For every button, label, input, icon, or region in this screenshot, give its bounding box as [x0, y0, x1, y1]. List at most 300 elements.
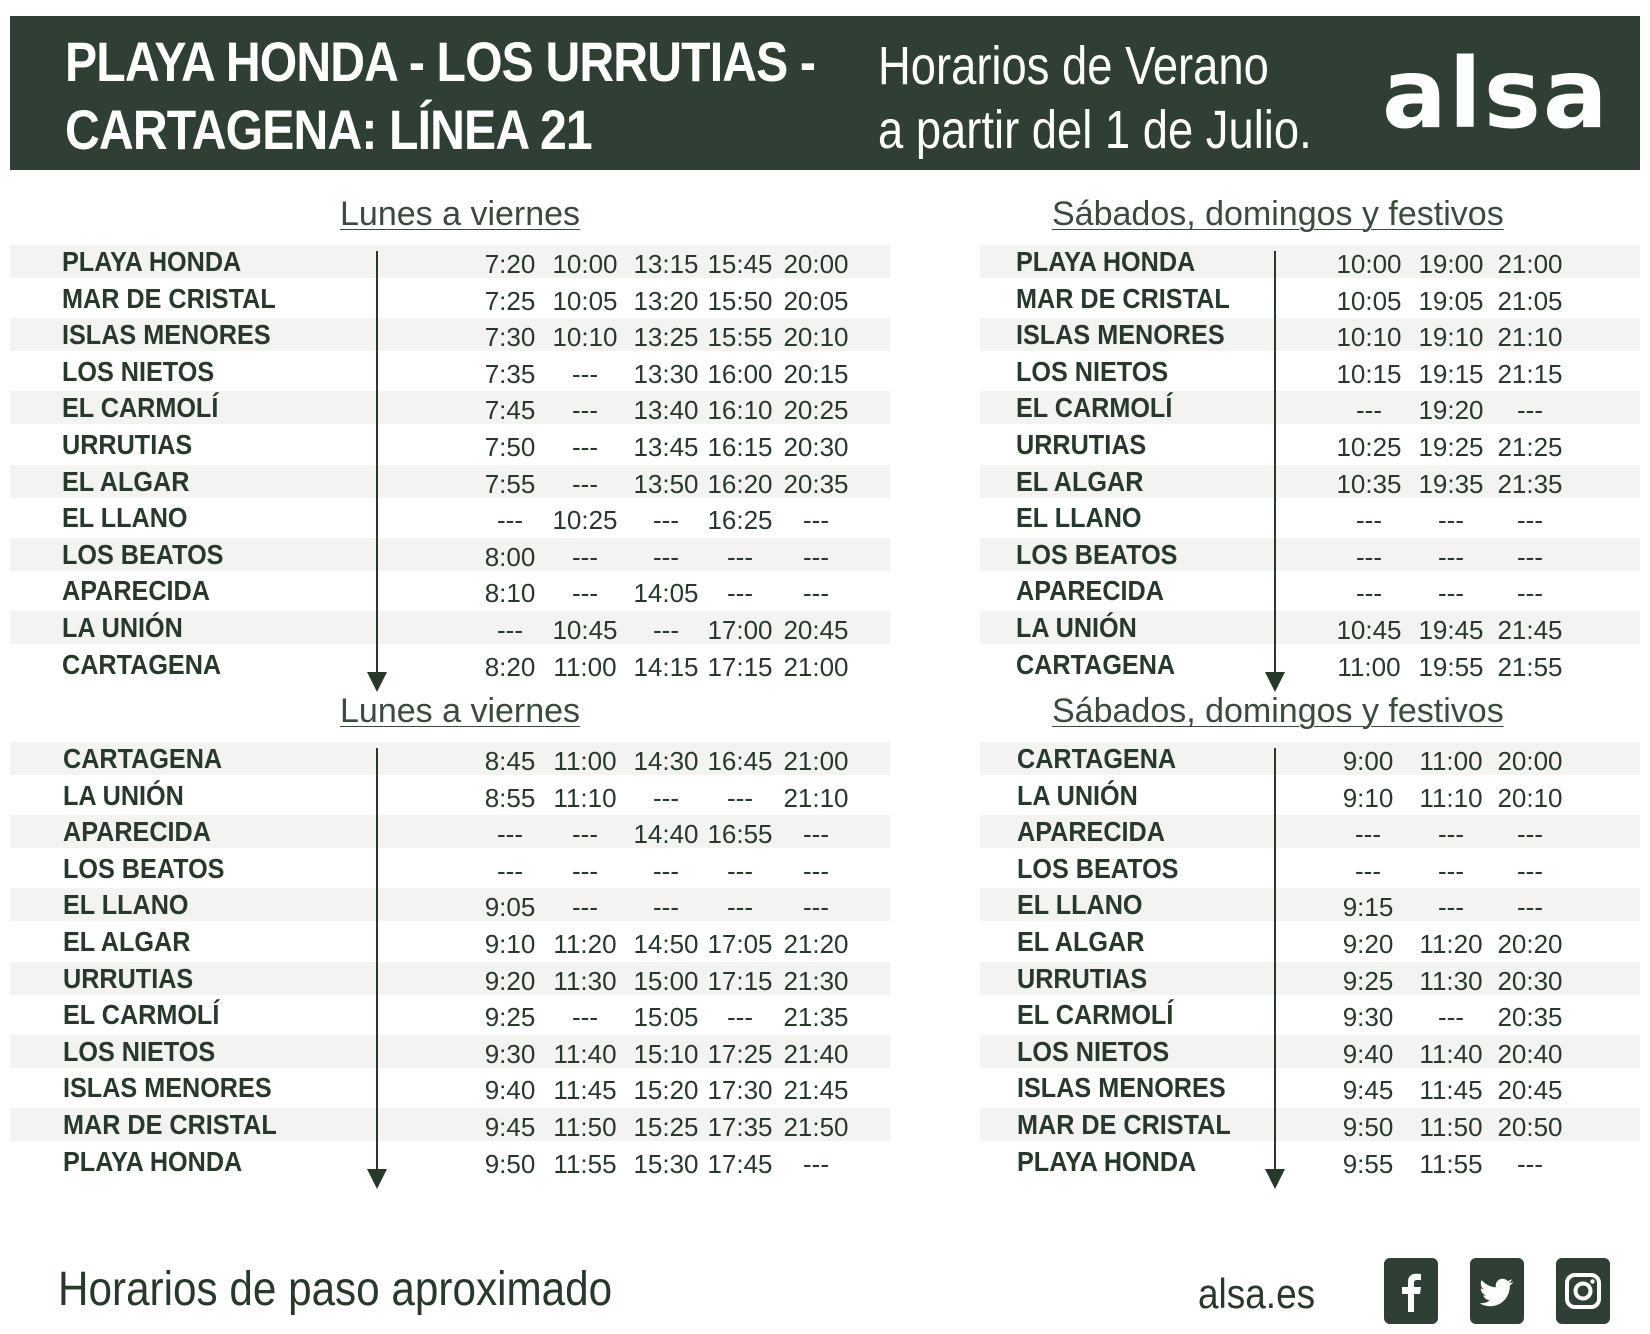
departure-time: --- [1517, 541, 1543, 572]
departure-time: 11:20 [1419, 929, 1483, 959]
direction-arrow-line [376, 748, 378, 1171]
table-row [980, 245, 1640, 278]
table-row [980, 815, 1640, 848]
table-row [980, 574, 1640, 607]
table-row [10, 742, 890, 775]
stop-name: MAR DE CRISTAL [62, 282, 276, 314]
table-row [10, 318, 890, 351]
departure-time: 10:35 [1336, 468, 1402, 499]
departure-time: 8:55 [484, 782, 536, 813]
twitter-button[interactable] [1470, 1258, 1524, 1324]
departure-time: --- [1356, 395, 1382, 426]
departure-time: 10:25 [552, 505, 618, 536]
departure-time: 15:00 [633, 965, 699, 996]
departure-time: 15:05 [633, 1002, 699, 1033]
stop-name: PLAYA HONDA [62, 246, 242, 277]
table-row [10, 998, 890, 1031]
departure-time: 9:10 [484, 929, 536, 959]
departure-time: 21:35 [783, 1002, 849, 1033]
departure-time: 7:35 [484, 358, 536, 389]
table-row [10, 465, 890, 498]
stop-name: EL LLANO [1016, 502, 1142, 534]
table-row [10, 962, 890, 995]
departure-time: --- [572, 892, 598, 923]
table-row [10, 574, 890, 607]
stop-name: URRUTIAS [1016, 429, 1147, 460]
stop-name: EL LLANO [1017, 889, 1143, 921]
departure-time: 9:10 [1342, 782, 1394, 813]
stop-name: EL CARMOLÍ [1016, 392, 1173, 424]
table-row [10, 1145, 890, 1178]
departure-time: 10:45 [1336, 615, 1402, 645]
instagram-button[interactable] [1556, 1258, 1610, 1324]
departure-time: 16:00 [707, 358, 773, 389]
departure-time: 14:05 [633, 578, 699, 609]
stop-name: MAR DE CRISTAL [63, 1109, 277, 1140]
departure-time: --- [1438, 892, 1464, 923]
stop-name: PLAYA HONDA [63, 1145, 243, 1177]
stop-name: URRUTIAS [62, 429, 193, 460]
departure-time: --- [1517, 395, 1543, 426]
departure-time: 16:10 [707, 395, 773, 426]
table-row [980, 611, 1640, 644]
stop-name: EL CARMOLÍ [63, 999, 220, 1031]
table-row [10, 501, 890, 534]
departure-time: 19:10 [1418, 322, 1484, 353]
departure-time: 20:10 [783, 322, 849, 353]
table-row [10, 538, 890, 571]
departure-time: 20:35 [783, 468, 849, 499]
schedule-title: Sábados, domingos y festivos [1052, 692, 1504, 730]
departure-time: 17:00 [707, 615, 773, 645]
departure-time: --- [497, 819, 523, 850]
departure-time: 14:30 [633, 746, 699, 776]
stop-name: ISLAS MENORES [1016, 319, 1225, 351]
departure-time: 11:45 [553, 1075, 617, 1106]
departure-time: 9:25 [1342, 965, 1394, 996]
table-row [980, 1108, 1640, 1141]
stop-name: LOS BEATOS [62, 538, 224, 570]
departure-time: 21:50 [783, 1112, 849, 1142]
table-row [980, 852, 1640, 885]
table-row [980, 1071, 1640, 1104]
direction-arrow-line [1274, 748, 1276, 1171]
stop-name: URRUTIAS [63, 962, 194, 994]
departure-time: 11:10 [1419, 782, 1483, 813]
departure-time: 20:45 [783, 615, 849, 645]
arrow-down-icon [1265, 1169, 1285, 1189]
table-row [10, 611, 890, 644]
stop-name: EL CARMOLÍ [62, 392, 219, 424]
table-row [980, 998, 1640, 1031]
stop-name: APARECIDA [1016, 575, 1164, 607]
departure-time: --- [572, 395, 598, 426]
table-row [10, 925, 890, 958]
departure-time: --- [653, 782, 679, 813]
departure-time: 10:15 [1336, 358, 1402, 389]
departure-time: 19:35 [1418, 468, 1484, 499]
departure-time: --- [1438, 1002, 1464, 1033]
departure-time: 21:45 [1497, 615, 1563, 645]
stop-name: LA UNIÓN [62, 612, 183, 643]
departure-time: --- [1356, 578, 1382, 609]
departure-time: 8:10 [484, 578, 536, 609]
stop-name: LOS NIETOS [1016, 355, 1169, 387]
table-row [980, 538, 1640, 571]
stop-name: ISLAS MENORES [1017, 1072, 1226, 1104]
stop-name: LOS BEATOS [63, 852, 225, 884]
departure-time: 10:05 [552, 285, 618, 316]
stop-name: LA UNIÓN [63, 779, 184, 811]
departure-time: 17:45 [707, 1148, 773, 1179]
stop-name: EL LLANO [63, 889, 189, 921]
departure-time: 11:00 [553, 746, 617, 776]
departure-time: 9:40 [1342, 1038, 1394, 1069]
table-row [10, 1071, 890, 1104]
arrow-down-icon [1265, 672, 1285, 692]
departure-time: 11:20 [553, 929, 617, 959]
departure-time: 9:25 [484, 1002, 536, 1033]
departure-time: --- [572, 432, 598, 462]
table-row [980, 355, 1640, 388]
departure-time: 9:30 [1342, 1002, 1394, 1033]
alsa-logo: alsa [1382, 38, 1610, 150]
arrow-down-icon [367, 672, 387, 692]
departure-time: --- [1438, 505, 1464, 536]
departure-time: 21:05 [1497, 285, 1563, 316]
departure-time: 14:15 [633, 651, 699, 682]
departure-time: --- [653, 855, 679, 886]
departure-time: --- [653, 541, 679, 572]
stop-name: EL ALGAR [62, 465, 190, 497]
departure-time: 9:20 [484, 965, 536, 996]
stop-name: LA UNIÓN [1016, 612, 1137, 643]
route-title-line1: PLAYA HONDA - LOS URRUTIAS - [65, 30, 816, 93]
departure-time: --- [572, 578, 598, 609]
departure-time: --- [1517, 578, 1543, 609]
departure-time: 9:50 [1342, 1112, 1394, 1142]
table-row [10, 888, 890, 921]
departure-time: 20:35 [1497, 1002, 1563, 1033]
departure-time: 19:05 [1418, 285, 1484, 316]
departure-time: --- [727, 1002, 753, 1033]
instagram-icon [1556, 1258, 1610, 1324]
departure-time: 11:00 [1337, 651, 1401, 682]
departure-time: --- [572, 855, 598, 886]
table-row [980, 742, 1640, 775]
departure-time: 20:20 [1497, 929, 1563, 959]
departure-time: 9:55 [1342, 1148, 1394, 1179]
arrow-down-icon [367, 1169, 387, 1189]
stop-name: LOS BEATOS [1016, 538, 1178, 570]
departure-time: 14:50 [633, 929, 699, 959]
departure-time: 16:15 [707, 432, 773, 462]
table-row [980, 282, 1640, 315]
departure-time: 21:00 [783, 746, 849, 776]
schedule-title: Lunes a viernes [340, 195, 581, 233]
schedule-weekend-return [980, 692, 1640, 1179]
departure-time: 17:25 [707, 1038, 773, 1069]
stop-name: MAR DE CRISTAL [1016, 282, 1230, 314]
schedule-title: Sábados, domingos y festivos [1052, 195, 1504, 233]
table-row [980, 391, 1640, 424]
departure-time: 21:55 [1497, 651, 1563, 682]
departure-time: 7:20 [484, 249, 536, 279]
departure-time: --- [1438, 819, 1464, 850]
departure-time: 10:45 [552, 615, 618, 645]
stop-name: MAR DE CRISTAL [1017, 1109, 1231, 1140]
twitter-icon [1470, 1258, 1524, 1324]
departure-time: 11:40 [553, 1038, 617, 1069]
table-row [10, 779, 890, 812]
website-link[interactable]: alsa.es [1198, 1270, 1316, 1317]
stop-name: URRUTIAS [1017, 962, 1148, 994]
stop-name: LOS BEATOS [1017, 852, 1179, 884]
departure-time: --- [572, 468, 598, 499]
departure-time: 21:45 [783, 1075, 849, 1106]
departure-time: 11:45 [1419, 1075, 1483, 1106]
departure-time: 15:45 [707, 249, 773, 279]
departure-time: --- [497, 855, 523, 886]
departure-time: --- [1356, 541, 1382, 572]
departure-time: 21:10 [1497, 322, 1563, 353]
departure-time: 21:00 [1497, 249, 1563, 279]
stop-name: APARECIDA [62, 575, 210, 607]
stop-name: PLAYA HONDA [1017, 1145, 1197, 1177]
table-row [980, 1145, 1640, 1178]
departure-time: --- [1517, 892, 1543, 923]
departure-time: 11:50 [1419, 1112, 1483, 1142]
table-row [10, 428, 890, 461]
departure-time: 7:45 [484, 395, 536, 426]
departure-time: 15:55 [707, 322, 773, 353]
departure-time: 9:30 [484, 1038, 536, 1069]
departure-time: --- [803, 1148, 829, 1179]
table-row [10, 815, 890, 848]
departure-time: 13:30 [633, 358, 699, 389]
stop-name: EL ALGAR [1016, 465, 1144, 497]
header-banner [10, 16, 1640, 170]
departure-time: 15:25 [633, 1112, 699, 1142]
table-row [980, 465, 1640, 498]
table-row [980, 1035, 1640, 1068]
departure-time: 15:20 [633, 1075, 699, 1106]
table-row [10, 852, 890, 885]
departure-time: 9:05 [484, 892, 536, 923]
season-subtitle [878, 34, 1312, 162]
departure-time: 20:00 [1497, 746, 1563, 776]
stop-name: EL ALGAR [63, 926, 191, 957]
departure-time: 11:00 [1419, 746, 1483, 776]
departure-time: 20:30 [783, 432, 849, 462]
route-title [65, 28, 816, 164]
schedule-weekday-return [10, 692, 890, 1179]
stop-name: APARECIDA [1017, 816, 1165, 848]
facebook-button[interactable] [1384, 1258, 1438, 1324]
direction-arrow-line [1274, 251, 1276, 674]
departure-time: 20:05 [783, 285, 849, 316]
departure-time: 17:30 [707, 1075, 773, 1106]
departure-time: 17:15 [707, 651, 773, 682]
departure-time: 20:10 [1497, 782, 1563, 813]
departure-time: --- [1517, 855, 1543, 886]
stop-name: CARTAGENA [62, 648, 222, 680]
departure-time: 7:50 [484, 432, 536, 462]
departure-time: 17:15 [707, 965, 773, 996]
table-row [10, 245, 890, 278]
schedule-weekday-outbound [10, 195, 890, 682]
departure-time: 10:25 [1336, 432, 1402, 462]
stop-name: LOS NIETOS [62, 355, 215, 387]
departure-time: --- [572, 358, 598, 389]
departure-time: 21:00 [783, 651, 849, 682]
table-row [980, 428, 1640, 461]
departure-time: 9:20 [1342, 929, 1394, 959]
departure-time: --- [727, 782, 753, 813]
table-row [10, 648, 890, 681]
departure-time: 16:55 [707, 819, 773, 850]
departure-time: 13:15 [633, 249, 699, 279]
departure-time: 20:45 [1497, 1075, 1563, 1106]
table-row [980, 318, 1640, 351]
departure-time: 17:05 [707, 929, 773, 959]
schedule-title: Lunes a viernes [340, 692, 581, 730]
departure-time: 7:25 [484, 285, 536, 316]
stop-name: EL CARMOLÍ [1017, 999, 1174, 1031]
departure-time: 20:40 [1497, 1038, 1563, 1069]
departure-time: 15:10 [633, 1038, 699, 1069]
departure-time: 16:25 [707, 505, 773, 536]
schedule-weekend-outbound [980, 195, 1640, 682]
departure-time: 20:50 [1497, 1112, 1563, 1142]
departure-time: 9:40 [484, 1075, 536, 1106]
departure-time: 20:00 [783, 249, 849, 279]
stop-name: EL ALGAR [1017, 926, 1145, 957]
departure-time: 10:00 [552, 249, 618, 279]
departure-time: --- [803, 892, 829, 923]
departure-time: --- [572, 819, 598, 850]
departure-time: --- [1355, 855, 1381, 886]
departure-time: 11:55 [553, 1148, 617, 1179]
table-row [10, 355, 890, 388]
departure-time: 8:20 [484, 651, 536, 682]
stop-name: CARTAGENA [1017, 743, 1177, 774]
departure-time: 9:50 [484, 1148, 536, 1179]
stop-name: CARTAGENA [1016, 648, 1176, 680]
departure-time: --- [803, 855, 829, 886]
departure-time: --- [1355, 819, 1381, 850]
departure-time: 14:40 [633, 819, 699, 850]
approximate-times-note: Horarios de paso aproximado [58, 1263, 613, 1316]
departure-time: 11:50 [553, 1112, 617, 1142]
departure-time: 15:50 [707, 285, 773, 316]
departure-time: 7:55 [484, 468, 536, 499]
departure-time: --- [497, 505, 523, 536]
table-row [980, 962, 1640, 995]
departure-time: 11:40 [1419, 1038, 1483, 1069]
departure-time: 20:15 [783, 358, 849, 389]
departure-time: 10:00 [1336, 249, 1402, 279]
departure-time: 21:30 [783, 965, 849, 996]
departure-time: --- [803, 819, 829, 850]
departure-time: 13:20 [633, 285, 699, 316]
departure-time: 21:15 [1497, 358, 1563, 389]
stop-name: ISLAS MENORES [62, 319, 271, 351]
departure-time: --- [572, 1002, 598, 1033]
season-subtitle-line2: a partir del 1 de Julio. [878, 100, 1312, 160]
departure-time: 11:30 [553, 965, 617, 996]
stop-name: LOS NIETOS [1017, 1035, 1170, 1067]
departure-time: --- [653, 615, 679, 645]
departure-time: 21:35 [1497, 468, 1563, 499]
table-row [980, 925, 1640, 958]
departure-time: --- [1517, 819, 1543, 850]
departure-time: --- [653, 505, 679, 536]
departure-time: 10:10 [1336, 322, 1402, 353]
departure-time: --- [572, 541, 598, 572]
departure-time: 10:10 [552, 322, 618, 353]
stop-name: ISLAS MENORES [63, 1072, 272, 1104]
stop-name: EL LLANO [62, 502, 188, 534]
departure-time: --- [803, 578, 829, 609]
departure-time: --- [497, 615, 523, 645]
departure-time: 21:10 [783, 782, 849, 813]
departure-time: 21:25 [1497, 432, 1563, 462]
direction-arrow-line [376, 251, 378, 674]
departure-time: --- [1438, 578, 1464, 609]
departure-time: 9:45 [484, 1112, 536, 1142]
facebook-icon [1384, 1258, 1438, 1324]
table-row [10, 391, 890, 424]
departure-time: 8:45 [484, 746, 536, 776]
stop-name: LA UNIÓN [1017, 779, 1138, 811]
departure-time: 8:00 [484, 541, 536, 572]
departure-time: 19:15 [1418, 358, 1484, 389]
season-subtitle-line1: Horarios de Verano [878, 36, 1269, 96]
departure-time: 9:45 [1342, 1075, 1394, 1106]
departure-time: 13:40 [633, 395, 699, 426]
table-row [980, 779, 1640, 812]
departure-time: --- [803, 505, 829, 536]
departure-time: 9:15 [1342, 892, 1394, 923]
departure-time: 15:30 [633, 1148, 699, 1179]
departure-time: --- [1356, 505, 1382, 536]
departure-time: 19:20 [1418, 395, 1484, 426]
stop-name: PLAYA HONDA [1016, 246, 1196, 277]
stop-name: APARECIDA [63, 816, 211, 848]
departure-time: 9:00 [1342, 746, 1394, 776]
table-row [10, 1108, 890, 1141]
departure-time: 19:25 [1418, 432, 1484, 462]
departure-time: 21:40 [783, 1038, 849, 1069]
departure-time: 19:45 [1418, 615, 1484, 645]
departure-time: --- [727, 892, 753, 923]
departure-time: 10:05 [1336, 285, 1402, 316]
departure-time: --- [1517, 1148, 1543, 1179]
departure-time: 16:20 [707, 468, 773, 499]
departure-time: 11:55 [1419, 1148, 1483, 1179]
departure-time: 7:30 [484, 322, 536, 353]
departure-time: 16:45 [707, 746, 773, 776]
departure-time: 13:45 [633, 432, 699, 462]
departure-time: --- [803, 541, 829, 572]
departure-time: --- [727, 855, 753, 886]
table-row [10, 1035, 890, 1068]
departure-time: 17:35 [707, 1112, 773, 1142]
departure-time: --- [1438, 855, 1464, 886]
table-row [980, 501, 1640, 534]
departure-time: 20:25 [783, 395, 849, 426]
